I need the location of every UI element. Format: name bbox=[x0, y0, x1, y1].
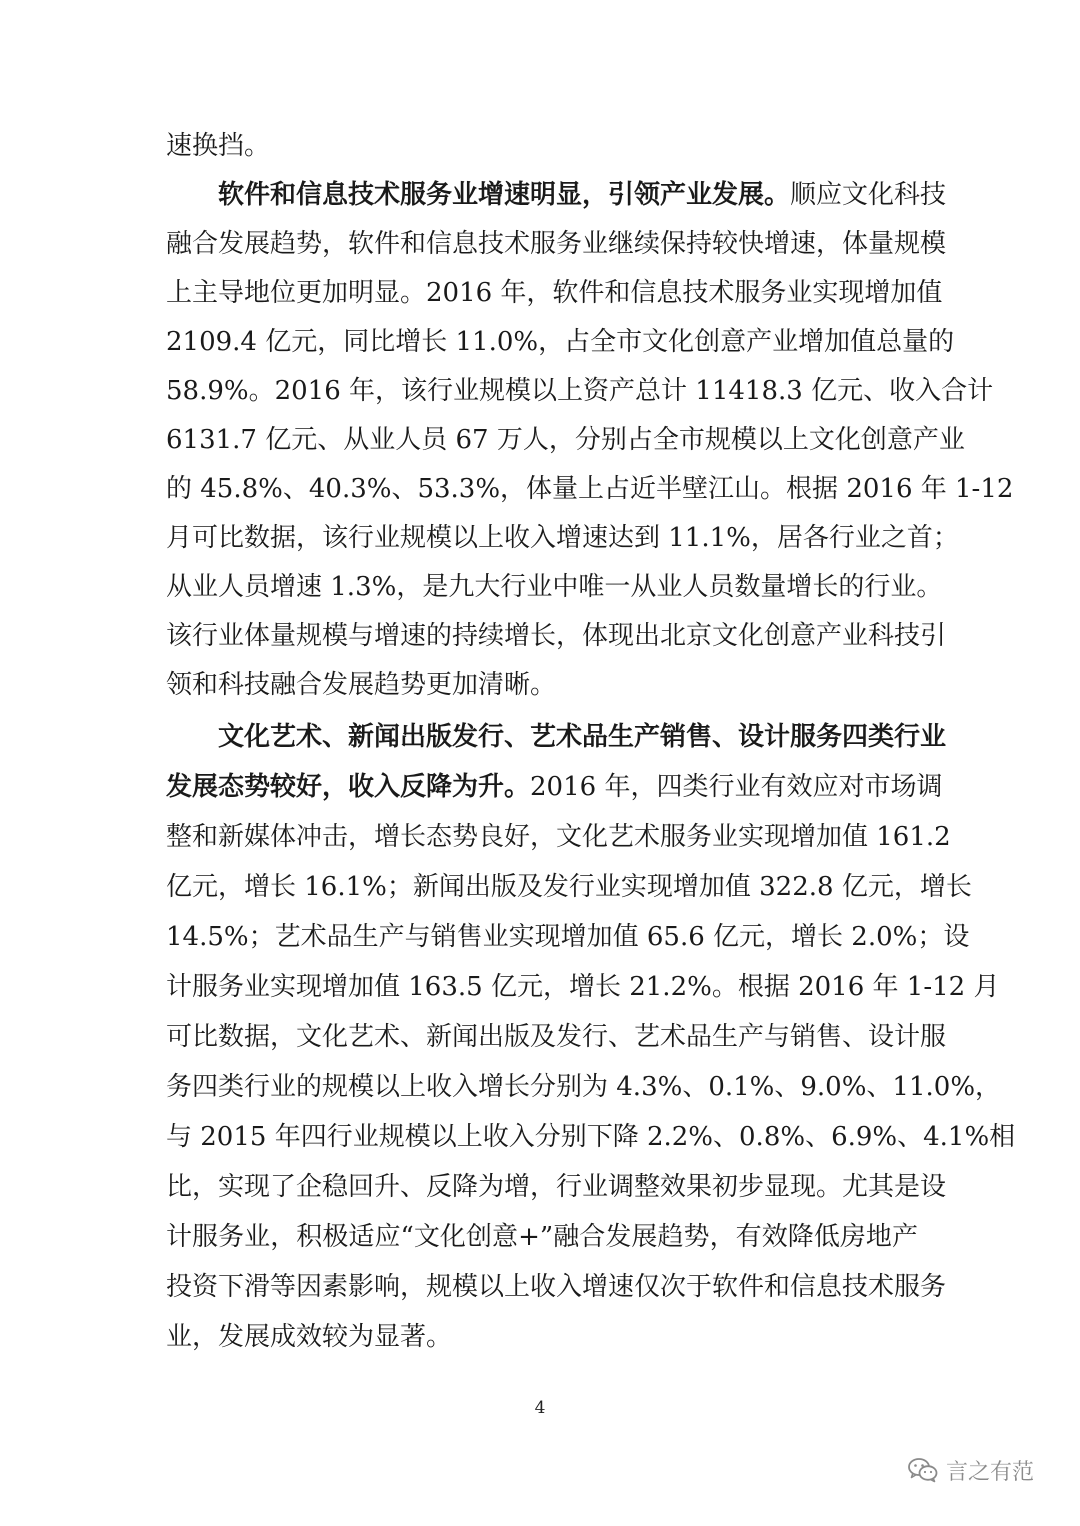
text-line: 整和新媒体冲击，增长态势良好，文化艺术服务业实现增加值 161.2 bbox=[166, 822, 951, 852]
page-number: 4 bbox=[534, 1398, 546, 1418]
text-line: 月可比数据，该行业规模以上收入增速达到 11.1%，居各行业之首； bbox=[166, 523, 959, 553]
text-line: 计服务业，积极适应“文化创意+”融合发展趋势，有效降低房地产 bbox=[166, 1222, 918, 1252]
text-line: 业，发展成效较为显著。 bbox=[166, 1322, 453, 1352]
text-line: 与 2015 年四行业规模以上收入分别下降 2.2%、0.8%、6.9%、4.1%相 bbox=[166, 1122, 1016, 1152]
text-line: 务四类行业的规模以上收入增长分别为 4.3%、0.1%、9.0%、11.0%， bbox=[166, 1072, 1002, 1102]
text-line: 58.9%。2016 年，该行业规模以上资产总计 11418.3 亿元、收入合计 bbox=[166, 376, 994, 406]
text-line: 速换挡。 bbox=[166, 131, 271, 161]
text-line: 的 45.8%、40.3%、53.3%，体量上占近半壁江山。根据 2016 年 1-12 bbox=[166, 474, 1014, 504]
text-line: 比，实现了企稳回升、反降为增，行业调整效果初步显现。尤其是设 bbox=[166, 1172, 947, 1202]
section-heading-four-industries-cont: 发展态势较好，收入反降为升。 bbox=[166, 772, 531, 802]
watermark-text: 言之有范 bbox=[946, 1459, 1035, 1485]
section-heading-line: 软件和信息技术服务业增速明显，引领产业发展。顺应文化科技 bbox=[218, 180, 947, 210]
text-line: 6131.7 亿元、从业人员 67 万人，分别占全市规模以上文化创意产业 bbox=[166, 425, 965, 455]
text-line: 亿元，增长 16.1%；新闻出版及发行业实现增加值 322.8 亿元，增长 bbox=[166, 872, 972, 902]
text-line: 从业人员增速 1.3%，是九大行业中唯一从业人员数量增长的行业。 bbox=[166, 572, 943, 602]
text-line: 融合发展趋势，软件和信息技术服务业继续保持较快增速，体量规模 bbox=[166, 229, 947, 259]
section-heading-four-industries: 文化艺术、新闻出版发行、艺术品生产销售、设计服务四类行业 bbox=[218, 722, 947, 752]
text-line: 该行业体量规模与增速的持续增长，体现出北京文化创意产业科技引 bbox=[166, 621, 947, 651]
text-line: 投资下滑等因素影响，规模以上收入增速仅次于软件和信息技术服务 bbox=[166, 1272, 947, 1302]
text-line: 可比数据，文化艺术、新闻出版及发行、艺术品生产与销售、设计服 bbox=[166, 1022, 947, 1052]
section-heading-line bbox=[218, 717, 947, 757]
watermark bbox=[908, 1450, 1034, 1490]
text-line: 上主导地位更加明显。2016 年，软件和信息技术服务业实现增加值 bbox=[166, 278, 943, 308]
text-line: 领和科技融合发展趋势更加清晰。 bbox=[166, 670, 557, 700]
section-heading-line: 发展态势较好，收入反降为升。2016 年，四类行业有效应对市场调 bbox=[166, 772, 943, 802]
text-line: 14.5%；艺术品生产与销售业实现增加值 65.6 亿元，增长 2.0%；设 bbox=[166, 922, 970, 952]
wechat-icon bbox=[908, 1457, 938, 1483]
text-line: 计服务业实现增加值 163.5 亿元，增长 21.2%。根据 2016 年 1-12 月 bbox=[166, 972, 1000, 1002]
section-heading-software: 软件和信息技术服务业增速明显，引领产业发展。 bbox=[218, 180, 791, 210]
text-line: 2109.4 亿元，同比增长 11.0%，占全市文化创意产业增加值总量的 bbox=[166, 327, 955, 357]
